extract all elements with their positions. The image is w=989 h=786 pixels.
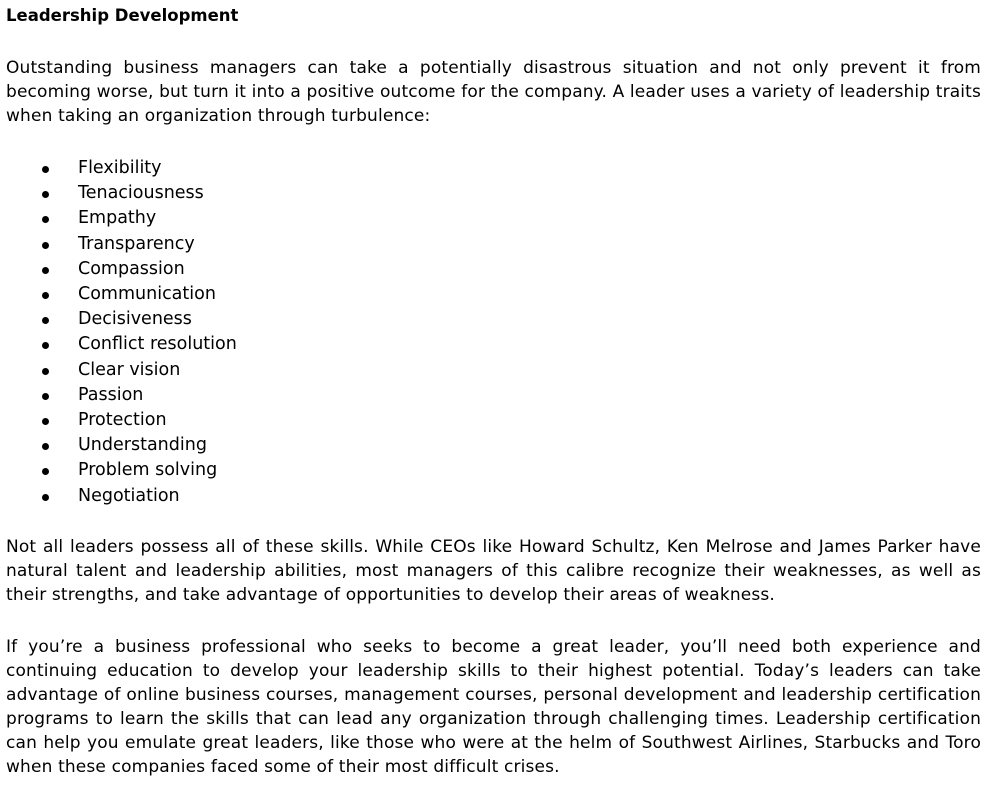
list-item [6,408,981,433]
list-item [6,332,981,357]
bullet-icon [42,166,49,173]
list-item [6,257,981,282]
trait-label: Transparency [78,233,195,254]
trait-label: Conflict resolution [78,334,237,355]
trait-label: Negotiation [78,485,180,506]
trait-label: Decisiveness [78,309,192,330]
bullet-icon [42,292,49,299]
trait-label: Passion [78,384,144,405]
bullet-icon [42,342,49,349]
trait-label: Compassion [78,258,185,279]
traits-list [6,156,981,509]
trait-label: Empathy [78,208,157,229]
bullet-icon [42,468,49,475]
bullet-icon [42,393,49,400]
bullet-icon [42,418,49,425]
trait-label: Understanding [78,435,207,456]
list-item [6,206,981,231]
bullet-icon [42,494,49,501]
trait-label: Clear vision [78,359,181,380]
list-item [6,383,981,408]
list-item [6,282,981,307]
bullet-icon [42,317,49,324]
bullet-icon [42,191,49,198]
list-item [6,458,981,483]
education-paragraph: If you’re a business professional who seeks to become a great leader, you’ll need both experience and continuing education to develop your leadership skills to their highest potential. Today’s leaders can take advantage of online business courses, management courses, personal development and leadership certification programs to learn the skills that can lead any organization through challenging times. Leadership certification can help you emulate great leaders, like those who were at the helm of Southwest Airlines, Starbucks and Toro when these companies faced some of their most difficult crises. [6,636,981,777]
bullet-icon [42,267,49,274]
list-item [6,232,981,257]
trait-label: Protection [78,410,167,431]
ceo-paragraph: Not all leaders possess all of these skills. While CEOs like Howard Schultz, Ken Melrose and James Parker have natural talent and leadership abilities, most managers of this calibre recognize their weaknesses, as well as their strengths, and take advantage of opportunities to develop their areas of weakness. [6,536,981,605]
trait-label: Problem solving [78,460,218,481]
bullet-icon [42,216,49,223]
intro-paragraph: Outstanding business managers can take a potentially disastrous situation and not only prevent it from becoming worse, but turn it into a positive outcome for the company. A leader uses a variety of leadership traits when taking an organization through turbulence: [6,58,981,126]
list-item [6,358,981,383]
list-item [6,433,981,458]
bullet-icon [42,242,49,249]
trait-label: Communication [78,284,216,305]
document-title: Leadership Development [6,6,239,25]
list-item [6,156,981,181]
list-item [6,181,981,206]
bullet-icon [42,443,49,450]
list-item [6,484,981,509]
bullet-icon [42,368,49,375]
trait-label: Flexibility [78,158,162,178]
list-item [6,307,981,332]
trait-label: Tenaciousness [78,183,204,204]
